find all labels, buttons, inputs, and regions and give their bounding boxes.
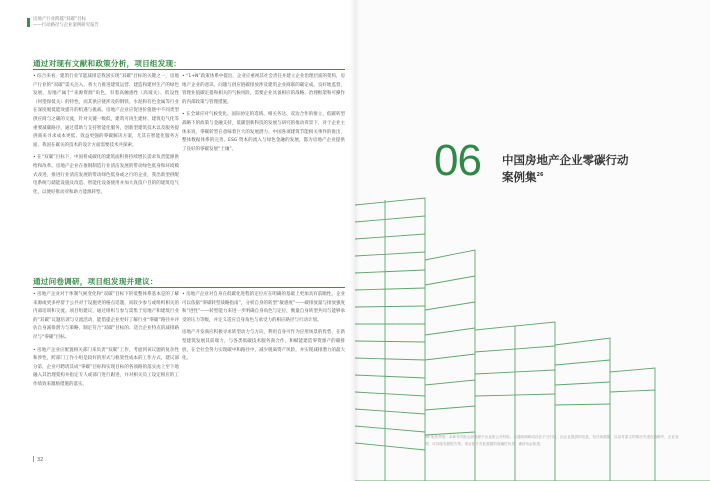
chapter-title-footnote-ref: 26 [536, 172, 544, 178]
section1-left-paragraph: • 综合来看，建筑行业节能减排是我国实现“双碳”目标的关键之一，房地产行业的“双碳”需关注入、将大力推进建筑运营、建造和建材生产的绿色发展。房地产属于“来源资源”角色，有着高触感性（高坡关）、低设性（何望保低关）的特性，而其供应链涉及的钢铁、水泥和有色金属等行业在深度脱低能效提升的机遇与挑战。房地产企业应促进价值链中不同类型供应商与之碳的交流，针对关键一级低，建筑可再生建材、建筑电气化等重要减碳路径，通过借助与支持智能化服务，创新型建筑技术以及服务提供商来寻求成本更低、效益更强的零碳解决方案，尤其在智能化服务方面，我国在碳关的技术的设计方面需要技术共探索。 [33, 74, 179, 148]
running-head-line1: 房地产行业跨越“双碳”目标 [33, 17, 86, 22]
chapter-title-line1: 中国房地产企业零碳行动 [502, 153, 629, 167]
chapter-title [502, 152, 629, 186]
page-fold [350, 0, 360, 481]
running-head-line2: ——行动路径与企业案例研究报告 [33, 23, 99, 28]
section2-left-paragraph: • 房地产企业应配置相关部门来负责“双碳”工作，考虑到该议题的复杂性和涉性，跨部门工作小组是较好的形式与框架性成本的工作方式。建议部分第，企业可聘请其成“零碳”目标和实现目标的各项路的落实由上至下地融入其治理架构并指定专人或部门进行跟进，并对相关员工设定相应的工作绩效来激励措施的落实。 [33, 347, 179, 387]
building-line-illustration-icon [355, 0, 710, 481]
section1-title: 通过对现有文献和政策分析，项目组发现： [33, 59, 182, 68]
section2-right-paragraph: • 房地产企业对自身在低碳化进程的定位应在明确的基础上更加具有前瞻性。企业可以依据“零碳转型战略指南”，分析自身的转型“敏感度”——碳排放量与排放强度和“进性”——转型能力来进一步明确自身角色与定位，衡量自身转型共同与能够承受的压力等级，并定义适应自身角色与承受力的相应路径与行动计划。 [182, 292, 345, 323]
section2-right-column [182, 291, 345, 368]
section1-right-paragraph: • “1+N”政策体系中提出，企业应重视其社会责任并建立企业治理层面的架构，房地产企业的意识、问题与供应链碳排放涉及建筑企业商联的碳定成。良好地监督，管理业值碳定提和相关的气候风险，需要企业具备相应的战略、治理框架和可操作的内部政策与管理措施。 [182, 74, 345, 105]
page-number [33, 456, 43, 463]
section1-rule [33, 69, 345, 70]
section1-right-column [182, 73, 345, 158]
footnote: 26 免责声明：本章节内容全部来源于企业的公开材料，未通知调研或存在不当引用，由企业提供的信息，有任何数据，以及对原文的情况引述在编辑中，企业官网，可持续发展报告等。项目组不对此数据的准确性负责，谨请务必知悉。 [425, 435, 679, 446]
running-head [33, 17, 99, 29]
section1-left-paragraph: • 在“双碳”目标下，中国将成碳化的建筑面积将持续增长需求负责能源供给和改革。房地产企业在推钢制造行业清洁发展的带动绿色低身和环境模式改进，推进行业清洁发展的带动绿色低身或之行的企业，我出新型供配电系统与储能设施及改造、智能化设备使用并加大真技户目的的建筑电气化，以便好推动对和助力能源转型。 [33, 155, 179, 195]
section2-rule [33, 287, 345, 288]
running-head-mark [27, 18, 30, 27]
chapter-title-line2 [502, 169, 629, 186]
chapter-number: 06 [434, 136, 481, 185]
section2-left-paragraph: • 房地产企业对于体制气候变化和“双碳”目标下的低整体系基本是的了解来源或更多停留于公共对于设施更的格点话题，而较少参与或组织相关的内部培训和交流。项目组建议，通过组织与参与需集于房地产和建筑行业的“双碳”议题培训与交流活动，能借提企业更好了解行业“零碳”路径并评估自身减排潜力与策略，制定符合“双碳”目标的、适合企业特点的减排路径与“零碳”目标。 [33, 292, 179, 340]
section2-left-column [33, 291, 179, 394]
section2-title: 通过问卷调研，项目组发现并建议： [33, 277, 158, 286]
section2-right-paragraph: 房地产开发商应积极寻求转型动力与方向，利用自身可作为应用场景的优势，在新型建筑发展其前端力，与各类低碳技术服务商合作，和赋能建造零资源产的碳排放，在全社会努力实现碳中和路径中，减少脱离资产风险，并实现减排潜力的最大化。 [182, 330, 345, 362]
page-number-value: 32 [37, 457, 44, 463]
section1-right-paragraph: • 在全球应对气候变化、国际协定的选域、相关务达、双边合作的推立，低碳转型战略下的政策与金融支持，低碳创新科技的发展与研究的推动背景下，对于企业主体来说，零碳转型在意味着巨大的发展潜力。中国各项建筑节能相关事件的推出，整体数据体系的完善，ESG 资本的流入与绿色金融的发展，都为房地产企业提供了良好的零碳发展“土壤”。 [182, 112, 345, 152]
page-number-mark [33, 456, 34, 462]
chapter-title-line2-text: 案例集 [502, 170, 537, 184]
section1-left-column [33, 73, 179, 201]
